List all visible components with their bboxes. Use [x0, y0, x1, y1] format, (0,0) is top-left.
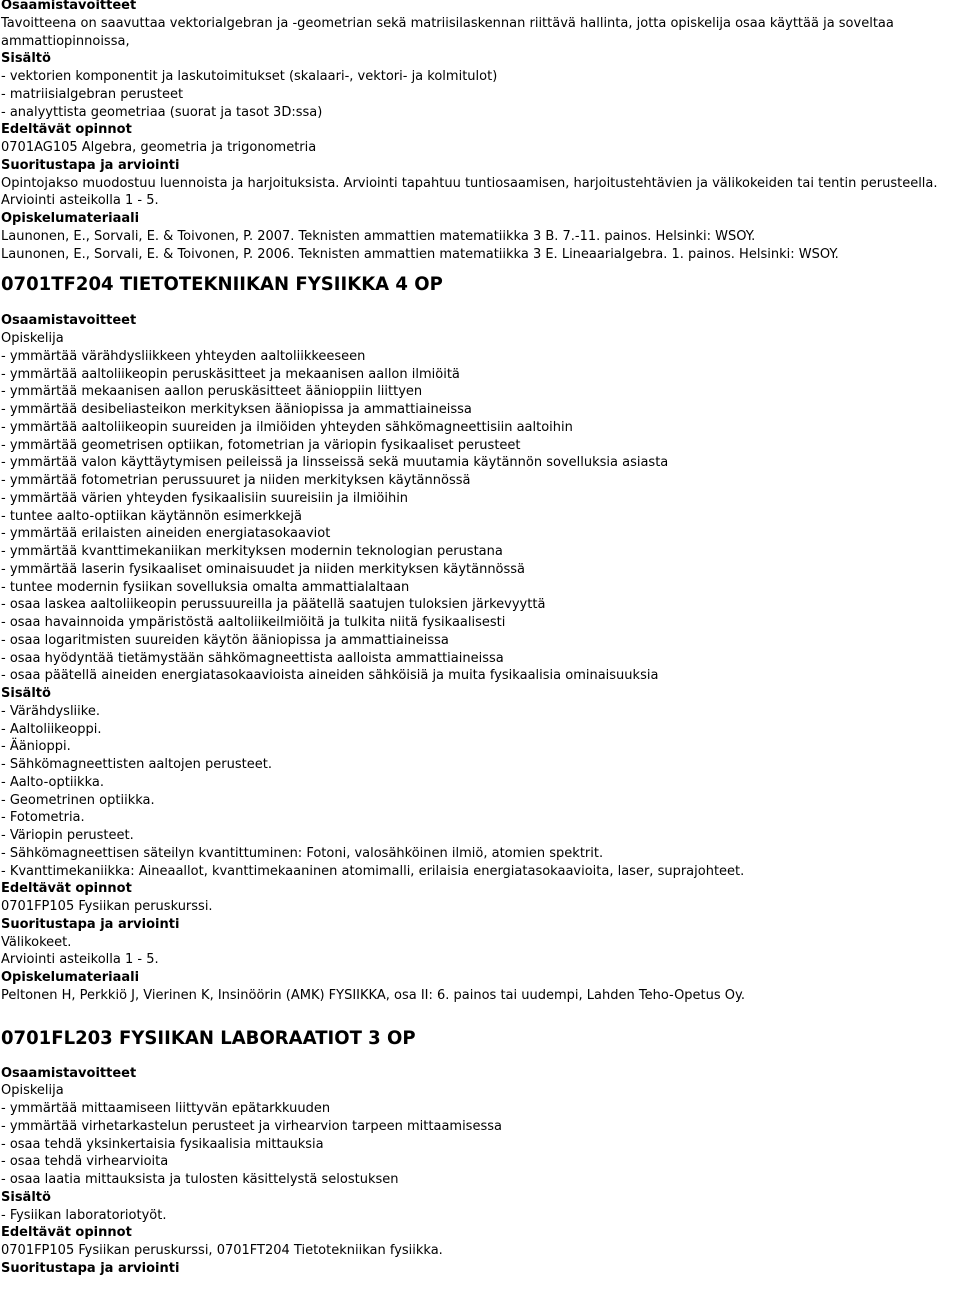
- section-heading-objectives: Osaamistavoitteet: [1, 1065, 137, 1081]
- content-item: - Sähkömagneettisten aaltojen perusteet.: [1, 757, 272, 772]
- section-heading-content: Sisältö: [1, 1189, 51, 1205]
- prerequisites-text: 0701FP105 Fysiikan peruskurssi.: [1, 899, 213, 914]
- prerequisites-text: 0701AG105 Algebra, geometria ja trigonometria: [1, 140, 317, 155]
- content-item: - Fysiikan laboratoriotyöt.: [1, 1207, 167, 1223]
- student-label: Opiskelija: [1, 1083, 64, 1099]
- material-reference: Launonen, E., Sorvali, E. & Toivonen, P. 2007. Teknisten ammattien matematiikka 3 B. 7.-11. painos. Helsinki: WSOY.: [1, 228, 756, 244]
- objectives-list: [1, 348, 956, 685]
- objective-item: - ymmärtää valon käyttäytymisen peileissä ja linsseissä sekä muutamia käytännön sovelluksia asiasta: [1, 455, 669, 471]
- objective-item: - ymmärtää kvanttimekaniikan merkityksen modernin teknologian perustana: [1, 544, 503, 559]
- section-heading-materials: Opiskelumateriaali: [1, 211, 140, 226]
- objective-item: - ymmärtää värähdysliikkeen yhteyden aaltoliikkeeseen: [1, 348, 366, 364]
- content-item: - Kvanttimekaniikka: Aineaallot, kvanttimekaaninen atomimalli, erilaisia energiatasokaavioita, laser, suprajohteet.: [1, 863, 745, 879]
- document-page: [1, 0, 956, 1278]
- objective-item: - osaa logaritmisten suureiden käytön ääniopissa ja ammattiaineissa: [1, 632, 449, 648]
- content-list: [1, 703, 956, 881]
- objective-item: - osaa päätellä aineiden energiatasokaavioista aineiden sähköisiä ja muita fysikaalisia ominaisuuksia: [1, 668, 659, 684]
- content-item: - matriisialgebran perusteet: [1, 86, 184, 102]
- student-label: Opiskelija: [1, 331, 64, 346]
- section-heading-prerequisites: Edeltävät opinnot: [1, 881, 132, 897]
- assessment-text: Arviointi asteikolla 1 - 5.: [1, 193, 159, 209]
- objective-item: - tuntee aalto-optiikan käytännön esimerkkejä: [1, 508, 302, 524]
- content-item: - Äänioppi.: [1, 739, 71, 755]
- course-title: 0701FL203 FYSIIKAN LABORAATIOT 3 OP: [1, 1026, 416, 1049]
- section-heading-prerequisites: Edeltävät opinnot: [1, 122, 132, 138]
- section-heading-assessment: Suoritustapa ja arviointi: [1, 157, 180, 173]
- assessment-text: Opintojakso muodostuu luennoista ja harjoituksista. Arviointi tapahtuu tuntiosaamisen, harjoitustehtävien ja välikokeiden tai tentin perusteella.: [1, 175, 938, 191]
- content-item: - Fotometria.: [1, 810, 85, 826]
- previous-course-section: [1, 0, 956, 263]
- material-reference: Peltonen H, Perkkiö J, Vierinen K, Insinöörin (AMK) FYSIIKKA, osa II: 6. painos tai uudempi, Lahden Teho-Opetus Oy.: [1, 987, 746, 1003]
- content-item: - Aalto-optiikka.: [1, 774, 104, 790]
- objective-item: - ymmärtää aaltoliikeopin suureiden ja ilmiöiden yhteyden sähkömagneettisiin aaltoihin: [1, 419, 573, 435]
- content-item: - analyyttista geometriaa (suorat ja tasot 3D:ssa): [1, 104, 323, 120]
- content-item: - vektorien komponentit ja laskutoimitukset (skalaari-, vektori- ja kolmitulot): [1, 69, 498, 84]
- objective-item: - ymmärtää laserin fysikaaliset ominaisuudet ja niiden merkityksen käytännössä: [1, 561, 526, 577]
- objective-item: - ymmärtää värien yhteyden fysikaalisiin suureisiin ja ilmiöihin: [1, 490, 409, 506]
- objective-item: - osaa laskea aaltoliikeopin perussuureilla ja päätellä saatujen tuloksien järkevyyttä: [1, 597, 546, 613]
- objectives-paragraph: Tavoitteena on saavuttaa vektorialgebran ja -geometrian sekä matriisilaskennan riittävä hallinta, jotta opiskelija osaa käyttää ja soveltaa ammattiopinnoissa,: [1, 15, 894, 49]
- objective-item: - osaa laatia mittauksista ja tulosten käsittelystä selostuksen: [1, 1172, 399, 1187]
- objective-item: - ymmärtää desibeliasteikon merkityksen ääniopissa ja ammattiaineissa: [1, 402, 472, 417]
- prerequisites-text: 0701FP105 Fysiikan peruskurssi, 0701FT204 Tietotekniikan fysiikka.: [1, 1243, 443, 1258]
- objective-item: - osaa hyödyntää tietämystään sähkömagneettista aalloista ammattiaineissa: [1, 650, 504, 666]
- section-heading-objectives: Osaamistavoitteet: [1, 0, 137, 13]
- objective-item: - ymmärtää aaltoliikeopin peruskäsitteet ja mekaanisen aallon ilmiöitä: [1, 366, 460, 382]
- content-item: - Geometrinen optiikka.: [1, 792, 155, 808]
- section-heading-prerequisites: Edeltävät opinnot: [1, 1225, 132, 1241]
- section-heading-materials: Opiskelumateriaali: [1, 970, 140, 985]
- content-item: - Väriopin perusteet.: [1, 828, 134, 843]
- objective-item: - ymmärtää virhetarkastelun perusteet ja virhearvion tarpeen mittaamisessa: [1, 1118, 502, 1134]
- section-heading-content: Sisältö: [1, 686, 51, 701]
- assessment-text: Välikokeet.: [1, 934, 72, 950]
- objective-item: - osaa havainnoida ympäristöstä aaltoliikeilmiöitä ja tulkita niitä fysikaalisesti: [1, 615, 506, 630]
- objective-item: - osaa tehdä virhearvioita: [1, 1154, 169, 1170]
- objective-item: - ymmärtää erilaisten aineiden energiatasokaaviot: [1, 526, 331, 542]
- section-heading-assessment: Suoritustapa ja arviointi: [1, 916, 180, 932]
- course-title: 0701TF204 TIETOTEKNIIKAN FYSIIKKA 4 OP: [1, 273, 443, 296]
- objective-item: - osaa tehdä yksinkertaisia fysikaalisia mittauksia: [1, 1136, 324, 1152]
- material-reference: Launonen, E., Sorvali, E. & Toivonen, P. 2006. Teknisten ammattien matematiikka 3 E. Lineaarialgebra. 1. painos. Helsinki: WSOY.: [1, 246, 839, 262]
- section-heading-content: Sisältö: [1, 51, 51, 67]
- objective-item: - ymmärtää geometrisen optiikan, fotometrian ja väriopin fysikaaliset perusteet: [1, 437, 521, 453]
- objective-item: - tuntee modernin fysiikan sovelluksia omalta ammattialaltaan: [1, 579, 410, 595]
- objective-item: - ymmärtää mittaamiseen liittyvän epätarkkuuden: [1, 1101, 331, 1116]
- content-item: - Sähkömagneettisen säteilyn kvantittuminen: Fotoni, valosähköinen ilmiö, atomien spektrit.: [1, 845, 604, 861]
- content-item: - Värähdysliike.: [1, 703, 100, 719]
- content-item: - Aaltoliikeoppi.: [1, 721, 102, 737]
- section-heading-objectives: Osaamistavoitteet: [1, 313, 137, 329]
- section-heading-assessment: Suoritustapa ja arviointi: [1, 1260, 180, 1276]
- objectives-list: [1, 1100, 956, 1189]
- objective-item: - ymmärtää fotometrian perussuuret ja niiden merkityksen käytännössä: [1, 473, 471, 488]
- course-tf204-section: [1, 312, 956, 1004]
- assessment-text: Arviointi asteikolla 1 - 5.: [1, 952, 159, 968]
- course-fl203-section: [1, 1065, 956, 1278]
- objective-item: - ymmärtää mekaanisen aallon peruskäsitteet äänioppiin liittyen: [1, 384, 423, 400]
